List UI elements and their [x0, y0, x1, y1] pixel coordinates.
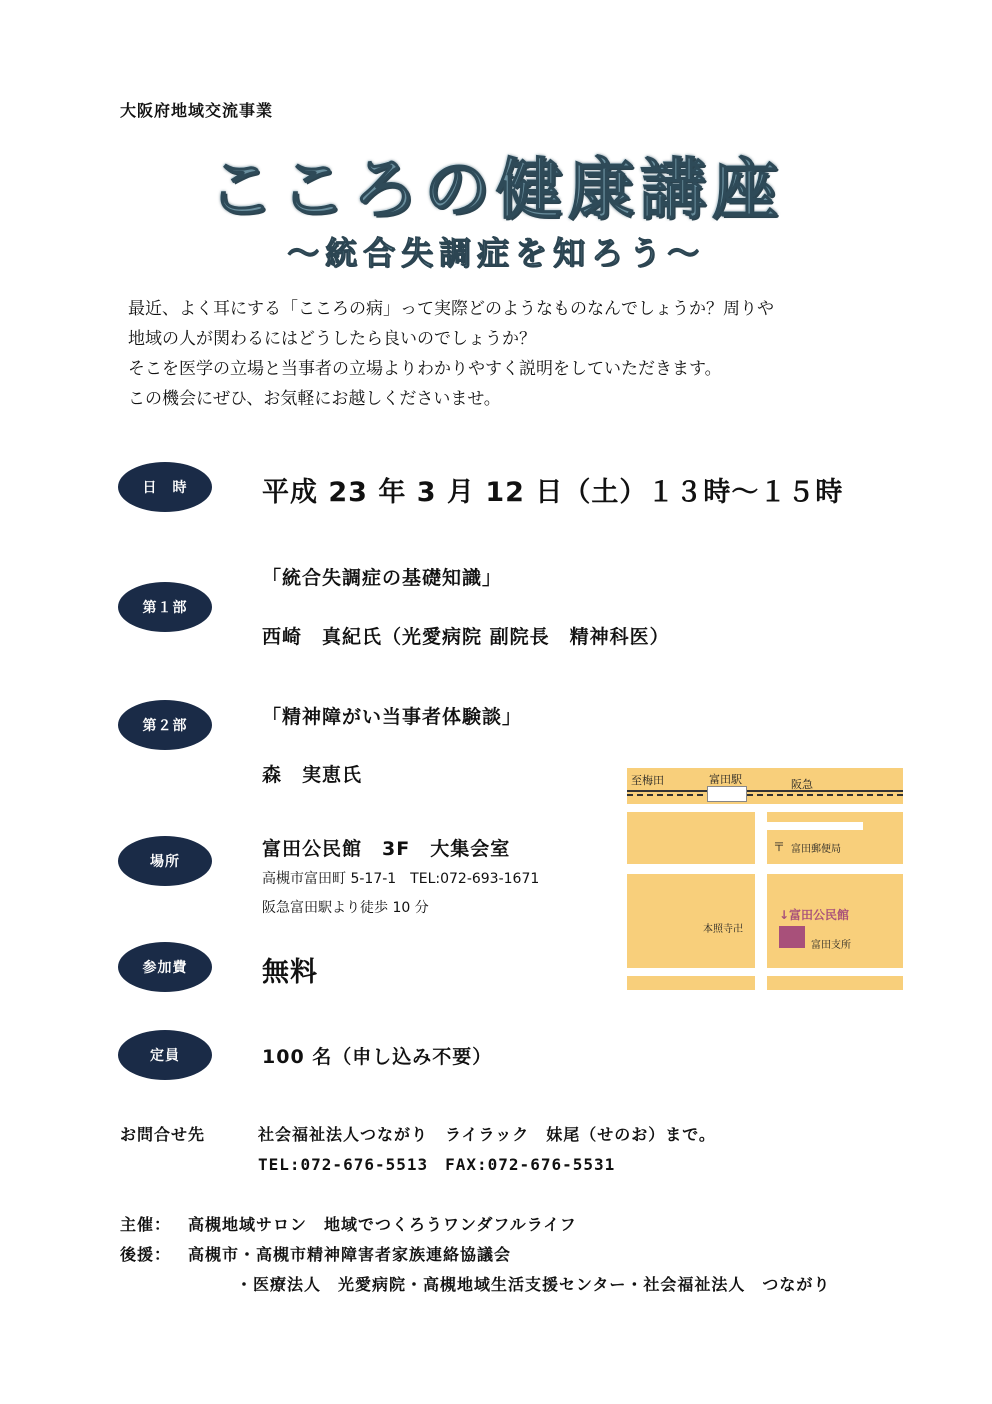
venue-name: 富田公民館 3F 大集会室 [262, 838, 511, 860]
schedule-value: 平成 23 年 3 月 12 日（土）１３時〜１５時 [262, 477, 844, 508]
capacity-value: 100 名（申し込み不要） [262, 1046, 493, 1068]
contact-line1: 社会福祉法人つながり ライラック 妹尾（せのお）まで。 [258, 1125, 716, 1144]
contact-line2: TEL:072-676-5513 FAX:072-676-5531 [258, 1155, 616, 1174]
venue-address: 高槻市富田町 5-17-1 TEL:072-693-1671 [262, 871, 540, 887]
contact-label: お問合せ先 [120, 1125, 206, 1144]
supporters-line2: ・医療法人 光愛病院・高槻地域生活支援センター・社会福祉法人 つながり [236, 1275, 831, 1294]
intro-text [128, 294, 898, 414]
part1-badge: 第１部 [118, 582, 212, 632]
map-label-temple: 本照寺卍 [703, 924, 743, 935]
supporters-line1: 高槻市・高槻市精神障害者家族連絡協議会 [188, 1245, 512, 1264]
intro-line: そこを医学の立場と当事者の立場よりわかりやすく説明をしていただきます。 [128, 359, 722, 379]
map-label-post-office: 富田郵便局 [791, 844, 841, 855]
part2-badge: 第２部 [118, 700, 212, 750]
supporters-label: 後援： [120, 1245, 172, 1264]
organization-label: 大阪府地域交流事業 [120, 101, 274, 120]
part1-topic: 「統合失調症の基礎知識」 [262, 567, 503, 589]
road-horizontal-mid [627, 864, 903, 874]
fee-badge: 参加費 [118, 942, 212, 992]
page-subtitle: 〜統合失調症を知ろう〜 [286, 234, 705, 272]
post-office-icon: 〒 [773, 840, 786, 854]
fee-value: 無料 [262, 957, 318, 988]
road-vertical-main [755, 812, 767, 990]
page-title: こころの健康講座 [208, 151, 784, 228]
part2-speaker: 森 実恵氏 [262, 764, 363, 786]
map-label-hankyu: 阪急 [791, 778, 813, 791]
railway-line [627, 790, 903, 792]
part1-speaker: 西崎 真紀氏（光愛病院 副院長 精神科医） [262, 626, 670, 648]
map-label-branch: 富田支所 [811, 940, 851, 951]
schedule-badge: 日 時 [118, 462, 212, 512]
community-hall-marker [779, 926, 805, 948]
intro-line: この機会にぜひ、お気軽にお越しくださいませ。 [128, 389, 501, 409]
venue-access: 阪急富田駅より徒歩 10 分 [262, 900, 429, 916]
capacity-badge: 定員 [118, 1030, 212, 1080]
map-label-umeda: 至梅田 [631, 774, 664, 787]
organizer-value: 高槻地域サロン 地域でつくろうワンダフルライフ [188, 1215, 577, 1234]
road-horizontal-bottom [627, 968, 903, 976]
map-label-community-hall: ↓富田公民館 [779, 908, 850, 922]
venue-map [627, 768, 903, 990]
intro-line: 地域の人が関わるにはどうしたら良いのでしょうか？ [128, 329, 536, 349]
road-horizontal-top [627, 804, 903, 812]
railway-ties [627, 794, 903, 796]
intro-line: 最近、よく耳にする「こころの病」って実際どのようなものなんでしょうか？周りや [128, 299, 774, 319]
venue-badge: 場所 [118, 836, 212, 886]
organizer-label: 主催： [120, 1215, 172, 1234]
part2-topic: 「精神障がい当事者体験談」 [262, 706, 523, 728]
station-box [707, 786, 747, 802]
map-label-station: 富田駅 [709, 773, 742, 786]
road-branch-east [767, 822, 863, 830]
